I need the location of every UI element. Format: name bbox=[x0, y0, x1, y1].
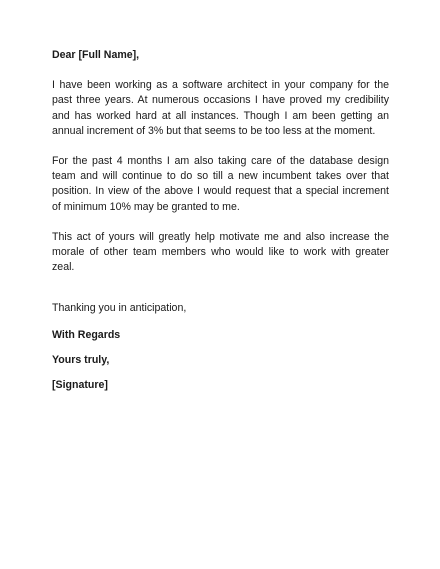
letter-signature: [Signature] bbox=[52, 379, 108, 392]
letter-paragraph-2: For the past 4 months I am also taking care of the database design team and will continue to do so till a new incumbent takes over that position. In view of the above I would request that a special increment of minimum 10% may be granted to me. bbox=[52, 155, 389, 213]
letter-body bbox=[52, 48, 389, 403]
letter-yours-truly: Yours truly, bbox=[52, 353, 110, 366]
letter-closing: Thanking you in anticipation, bbox=[52, 302, 187, 315]
letter-greeting: Dear [Full Name], bbox=[52, 49, 140, 61]
letter-paragraph-3: This act of yours will greatly help motivate me and also increase the morale of other team members who would like to work with greater zeal. bbox=[52, 230, 389, 274]
letter-regards: With Regards bbox=[52, 328, 121, 341]
letter-paragraph-1: I have been working as a software architect in your company for the past three years. At numerous occasions I have proved my credibility and has worked hard at all instances. Though I am been getting an annual increment of 3% but that seems to be too less at the moment. bbox=[52, 79, 389, 137]
